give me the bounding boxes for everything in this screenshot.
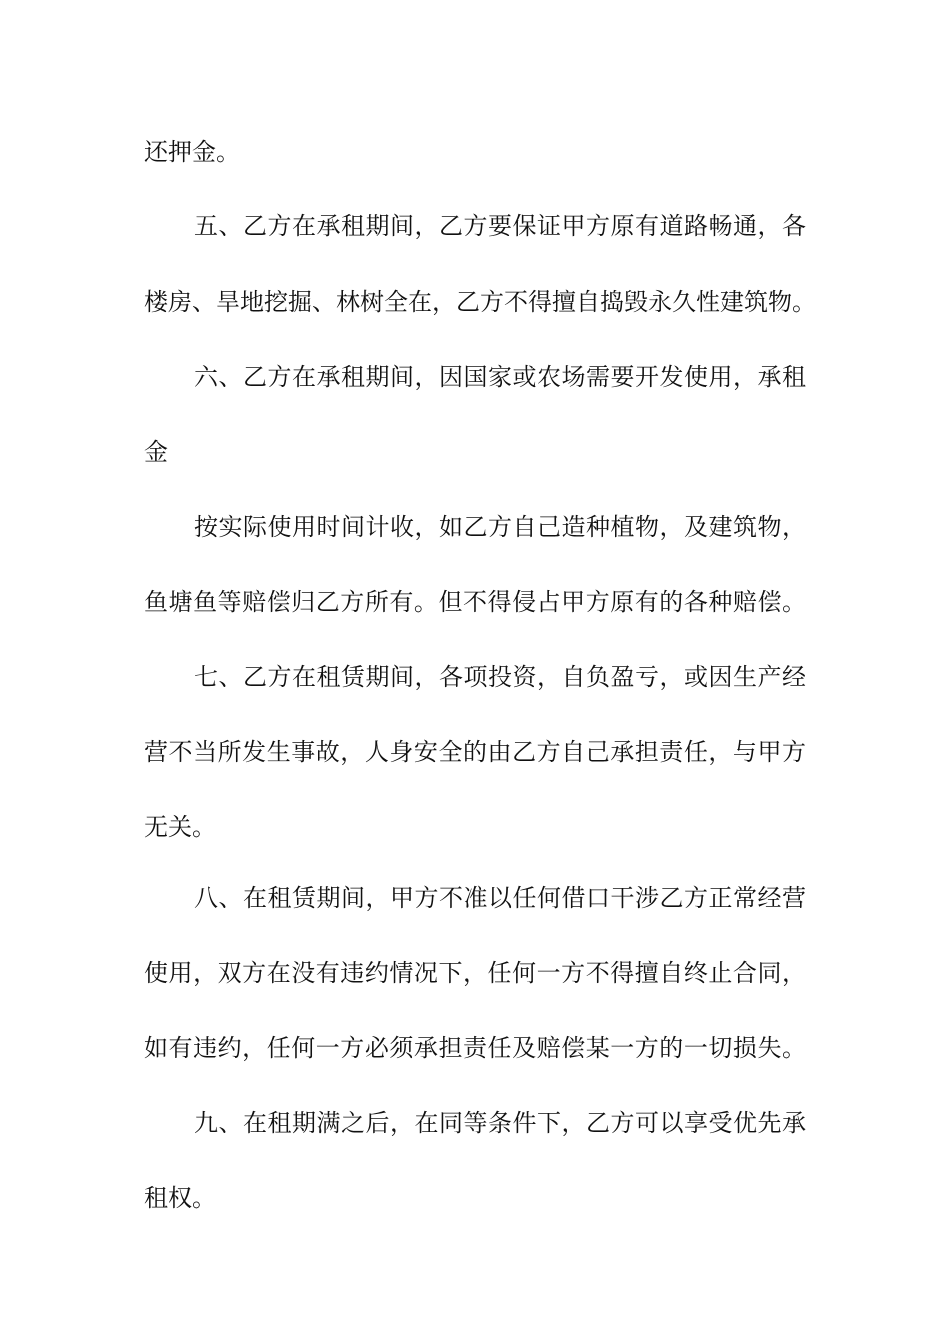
paragraph-6-line-1: 六、乙方在承租期间，因国家或农场需要开发使用，承租 [194, 363, 806, 391]
paragraph-6b-line-2: 鱼塘鱼等赔偿归乙方所有。但不得侵占甲方原有的各种赔偿。 [144, 588, 806, 616]
paragraph-8-line-3: 如有违约，任何一方必须承担责任及赔偿某一方的一切损失。 [144, 1034, 806, 1062]
paragraph-6-line-2: 金 [144, 438, 168, 466]
paragraph-9-line-1: 九、在租期满之后，在同等条件下，乙方可以享受优先承 [194, 1109, 806, 1137]
paragraph-7-line-2: 营不当所发生事故，人身安全的由乙方自己承担责任，与甲方 [144, 738, 806, 766]
paragraph-7-line-3: 无关。 [144, 813, 216, 841]
paragraph-8-line-2: 使用，双方在没有违约情况下，任何一方不得擅自终止合同， [144, 959, 806, 987]
paragraph-5-line-1: 五、乙方在承租期间，乙方要保证甲方原有道路畅通，各 [194, 212, 806, 240]
text-line-1: 还押金。 [144, 138, 240, 166]
paragraph-7-line-1: 七、乙方在租赁期间，各项投资，自负盈亏，或因生产经 [194, 663, 806, 691]
paragraph-9-line-2: 租权。 [144, 1184, 216, 1212]
paragraph-6b-line-1: 按实际使用时间计收，如乙方自己造种植物，及建筑物， [194, 513, 806, 541]
paragraph-5-line-2: 楼房、旱地挖掘、林树全在，乙方不得擅自捣毁永久性建筑物。 [144, 288, 816, 316]
paragraph-8-line-1: 八、在租赁期间，甲方不准以任何借口干涉乙方正常经营 [194, 884, 806, 912]
